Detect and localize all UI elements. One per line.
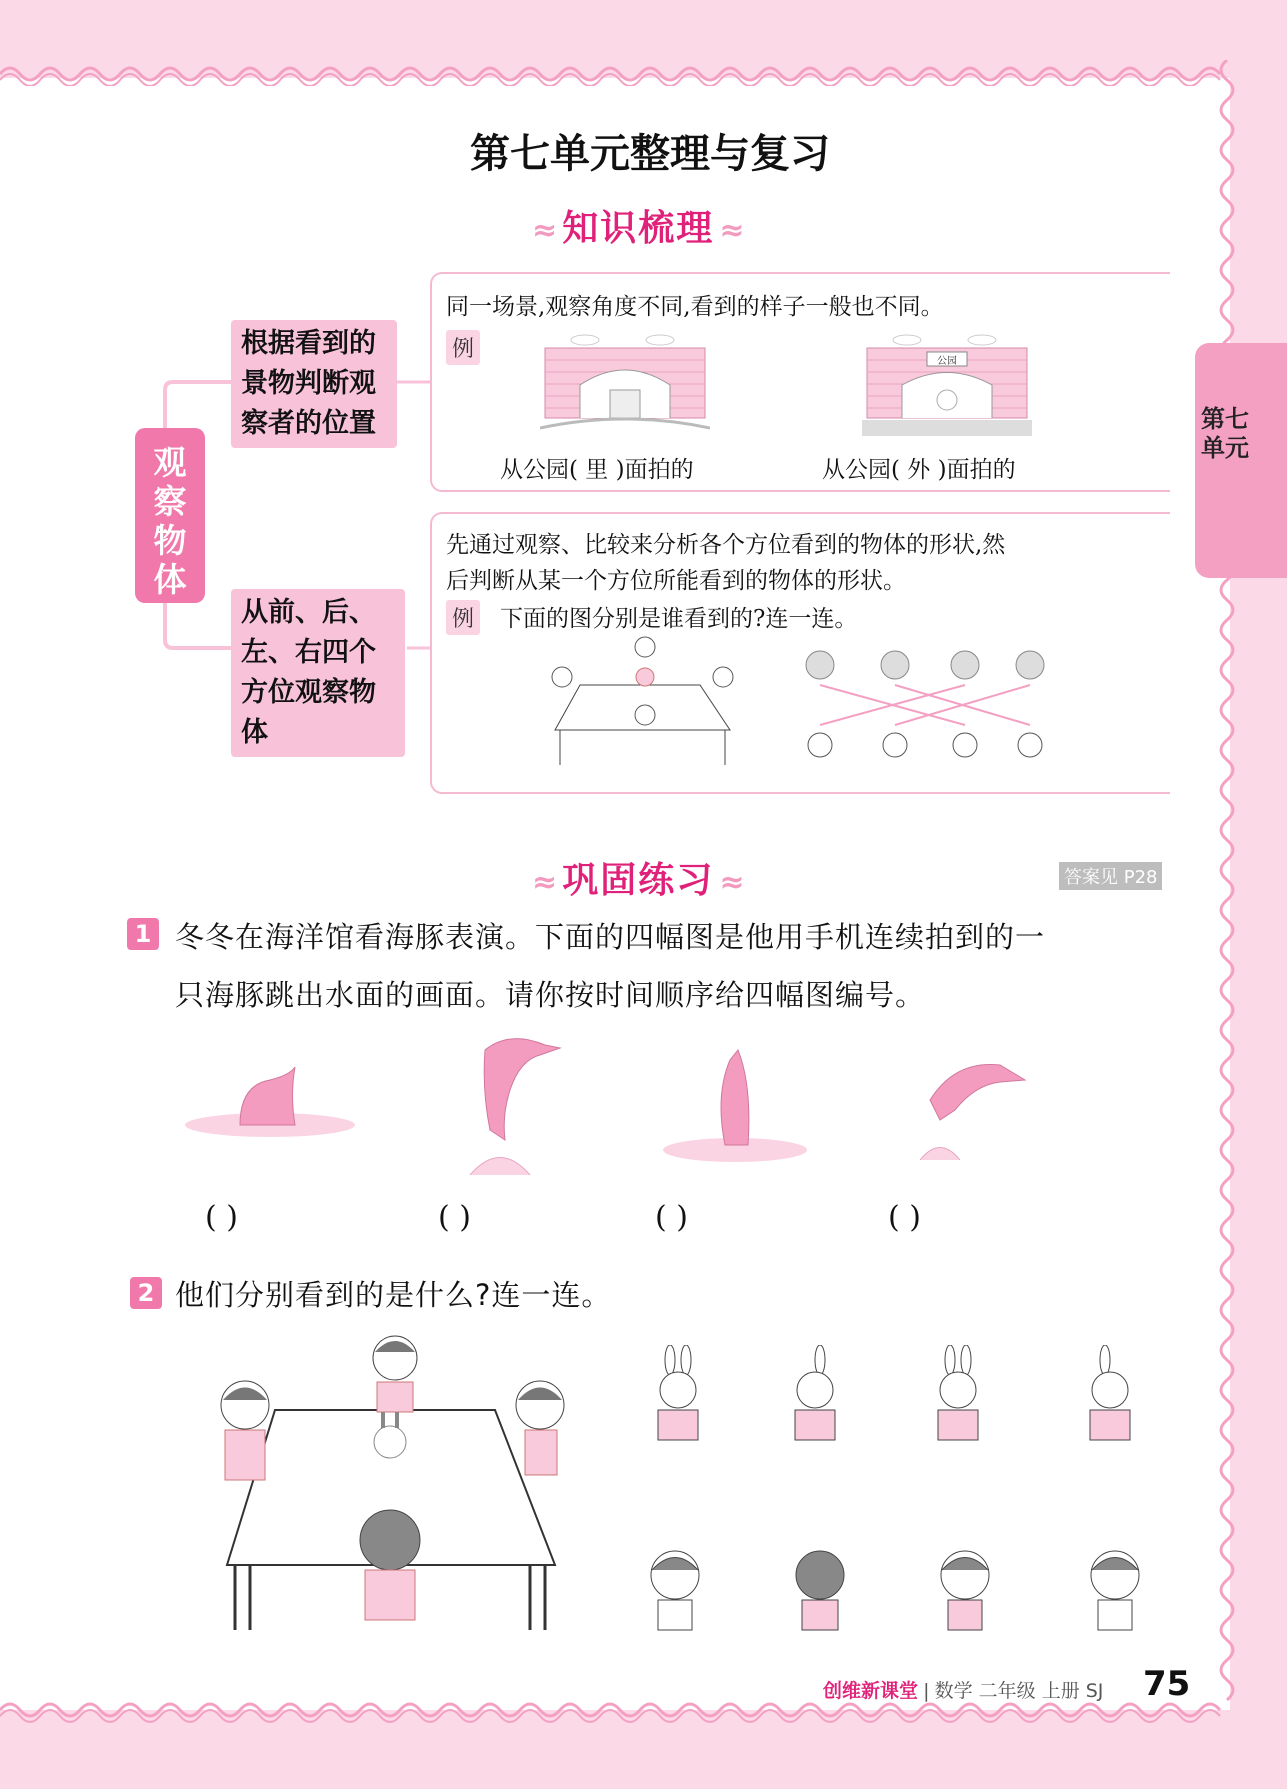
wave-deco-icon: ≈ xyxy=(719,865,745,900)
caption-park-outside: 从公园( 外 )面拍的 xyxy=(822,457,1016,483)
bottom-wave-border xyxy=(0,1702,1235,1726)
branch2-example-tag: 例 xyxy=(446,600,480,635)
branch1-text: 同一场景,观察角度不同,看到的样子一般也不同。 xyxy=(446,294,944,320)
wave-deco-icon: ≈ xyxy=(532,213,558,248)
answer-blank-2[interactable]: ( ) xyxy=(438,1200,471,1235)
rabbit-views-row xyxy=(630,1345,1150,1450)
wave-deco-icon: ≈ xyxy=(719,213,745,248)
dolphin-image-1 xyxy=(180,1055,360,1145)
practice-heading-group xyxy=(532,852,744,903)
question-1-number: 1 xyxy=(127,918,159,950)
top-wave-border xyxy=(0,62,1235,86)
right-wave-border xyxy=(1215,60,1239,1710)
branch1-label: 根据看到的景物判断观察者的位置 xyxy=(231,320,397,448)
question-1-line1: 冬冬在海洋馆看海豚表演。下面的四幅图是他用手机连续拍到的一 xyxy=(175,920,1046,954)
question-2-number: 2 xyxy=(130,1277,162,1309)
branch2-label: 从前、后、左、右四个方位观察物体 xyxy=(231,589,405,757)
practice-heading: 巩固练习 xyxy=(562,860,715,901)
park-outside-illustration xyxy=(862,330,1032,440)
answer-blank-1[interactable]: ( ) xyxy=(205,1200,238,1235)
caption-park-inside: 从公园( 里 )面拍的 xyxy=(500,457,694,483)
kid-views-row xyxy=(640,1545,1150,1635)
page-title: 第七单元整理与复习 xyxy=(470,131,830,177)
question-2-text: 他们分别看到的是什么?连一连。 xyxy=(175,1278,612,1312)
answer-reference-badge: 答案见 P28 xyxy=(1059,862,1162,890)
wave-deco-icon: ≈ xyxy=(532,865,558,900)
footer-divider: | xyxy=(923,1680,930,1702)
kids-around-table-illustration xyxy=(185,1330,580,1660)
question-1-line2: 只海豚跳出水面的画面。请你按时间顺序给四幅图编号。 xyxy=(175,978,926,1012)
footer-info: 数学 二年级 上册 SJ xyxy=(934,1680,1104,1702)
bear-views-matching-illustration xyxy=(800,640,1050,770)
footer-group xyxy=(823,1676,1103,1703)
branch2-text-line2: 后判断从某一个方位所能看到的物体的形状。 xyxy=(446,568,906,594)
page-number: 75 xyxy=(1143,1664,1191,1704)
table-kids-illustration xyxy=(540,635,740,775)
branch2-example-text: 下面的图分别是谁看到的?连一连。 xyxy=(500,606,858,632)
dolphin-image-4 xyxy=(900,1040,1040,1170)
topic-label: 观察物体 xyxy=(153,443,187,599)
knowledge-heading-group xyxy=(532,200,744,251)
topic-observe-objects xyxy=(135,428,205,603)
dolphin-image-2 xyxy=(440,1030,570,1180)
unit-side-tab-label: 第七单元 xyxy=(1201,405,1249,462)
park-sign: 公园 xyxy=(937,356,957,367)
knowledge-heading: 知识梳理 xyxy=(562,208,715,249)
branch1-example-tag: 例 xyxy=(446,330,480,365)
park-inside-illustration xyxy=(540,330,710,440)
answer-blank-4[interactable]: ( ) xyxy=(888,1200,921,1235)
branch2-text-line1: 先通过观察、比较来分析各个方位看到的物体的形状,然 xyxy=(446,532,1006,558)
answer-blank-3[interactable]: ( ) xyxy=(655,1200,688,1235)
dolphin-image-3 xyxy=(660,1045,810,1165)
footer-brand: 创维新课堂 xyxy=(823,1680,919,1702)
